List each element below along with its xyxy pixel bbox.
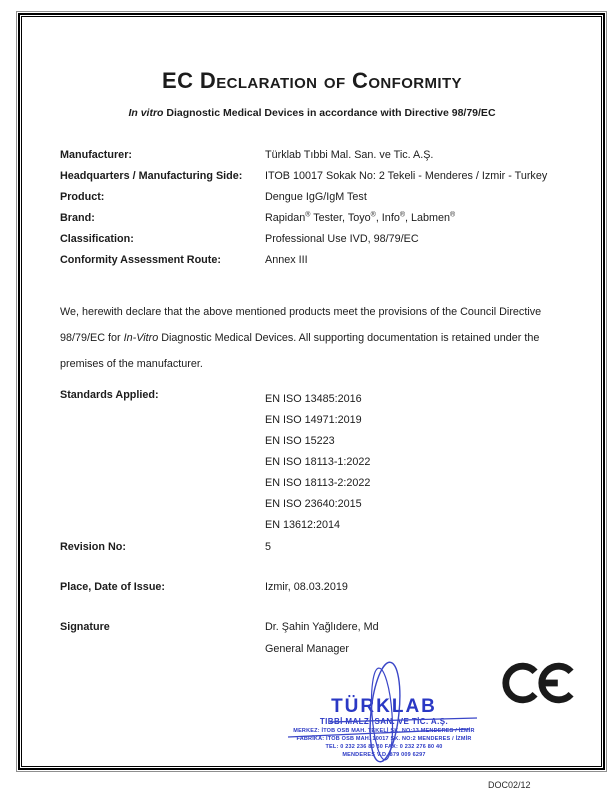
issue-value: Izmir, 08.03.2019 <box>265 581 348 593</box>
field-value: Professional Use IVD, 98/79/EC <box>265 233 419 245</box>
signature-label: Signature <box>60 621 110 633</box>
registered-mark: ® <box>370 211 376 219</box>
signatory-name: Dr. Şahin Yağlıdere, Md <box>265 621 379 633</box>
standard-item: EN ISO 13485:2016 <box>265 393 362 405</box>
ce-mark-icon <box>501 654 581 712</box>
subtitle-italic-segment: In vitro <box>128 107 164 119</box>
field-row-manufacturer <box>60 149 580 170</box>
standard-item: EN ISO 15223 <box>265 435 335 447</box>
document-code: DOC02/12 <box>488 780 531 790</box>
field-row-conformity-route <box>60 254 580 275</box>
field-label: Conformity Assessment Route: <box>60 254 221 266</box>
revision-label: Revision No: <box>60 541 126 553</box>
field-value: Türklab Tıbbi Mal. San. ve Tic. A.Ş. <box>265 149 434 161</box>
field-label: Brand: <box>60 212 95 224</box>
signature-row <box>60 621 379 633</box>
stamp-phone-line: TEL: 0 232 236 80 80 FAX: 0 232 276 80 40 <box>325 743 443 750</box>
standard-item: EN ISO 18113-1:2022 <box>265 456 371 468</box>
revision-row <box>60 541 271 553</box>
issue-label: Place, Date of Issue: <box>60 581 166 593</box>
field-row-headquarters <box>60 170 580 191</box>
issue-row <box>60 581 348 593</box>
field-label: Headquarters / Manufacturing Side: <box>60 170 243 182</box>
info-field-table <box>60 149 580 275</box>
field-label: Product: <box>60 191 105 203</box>
field-value: Dengue IgG/IgM Test <box>265 191 367 203</box>
field-row-classification <box>60 233 580 254</box>
stamp-address-line: FABRİKA: İTOB OSB MAH. 10017 SK. NO:2 MENDERES / İZMİR <box>296 735 472 742</box>
standard-item: EN ISO 18113-2:2022 <box>265 477 371 489</box>
field-label: Manufacturer: <box>60 149 132 161</box>
standards-applied-label: Standards Applied: <box>60 389 159 401</box>
field-value: Rapidan® Tester, Toyo®, Info®, Labmen® <box>265 211 456 224</box>
registered-mark: ® <box>305 211 311 219</box>
signatory-role: General Manager <box>265 643 350 655</box>
field-label: Classification: <box>60 233 134 245</box>
field-row-brand <box>60 212 580 233</box>
registered-mark: ® <box>399 211 405 219</box>
stamp-address-line: MERKEZ: İTOB OSB MAH. TEKELİ SK. NO:13 MENDERES / İZMİR <box>293 727 475 734</box>
field-row-product <box>60 191 580 212</box>
declaration-line: 98/79/EC for In-Vitro Diagnostic Medical Devices. All supporting documentation is retained under the <box>60 332 540 344</box>
standard-item: EN ISO 23640:2015 <box>265 498 362 510</box>
registered-mark: ® <box>450 211 456 219</box>
standard-item: EN 13612:2014 <box>265 519 341 531</box>
standards-list <box>265 389 370 536</box>
declaration-line: We, herewith declare that the above mentioned products meet the provisions of the Council Directive <box>60 306 542 318</box>
stamp-company-name: TÜRKLAB <box>331 696 437 717</box>
subtitle-text-segment: Diagnostic Medical Devices in accordance with Directive 98/79/EC <box>163 107 496 119</box>
page-subtitle <box>17 107 607 119</box>
declaration-paragraph <box>60 299 570 377</box>
in-vitro-italic: In-Vitro <box>123 332 159 344</box>
handwritten-signature-icon <box>268 648 493 778</box>
revision-value: 5 <box>265 541 272 553</box>
stamp-company-line: TIBBİ MALZ. SAN. VE TİC. A.Ş. <box>319 717 449 726</box>
stamp-tax-line: MENDERES V.D. 879 009 6297 <box>342 751 426 758</box>
field-value: Annex III <box>265 254 308 266</box>
standard-item: EN ISO 14971:2019 <box>265 414 362 426</box>
page-title: EC Declaration of Conformity <box>162 68 462 93</box>
field-value: ITOB 10017 Sokak No: 2 Tekeli - Menderes / Izmir - Turkey <box>265 170 548 182</box>
declaration-line: premises of the manufacturer. <box>60 358 203 370</box>
